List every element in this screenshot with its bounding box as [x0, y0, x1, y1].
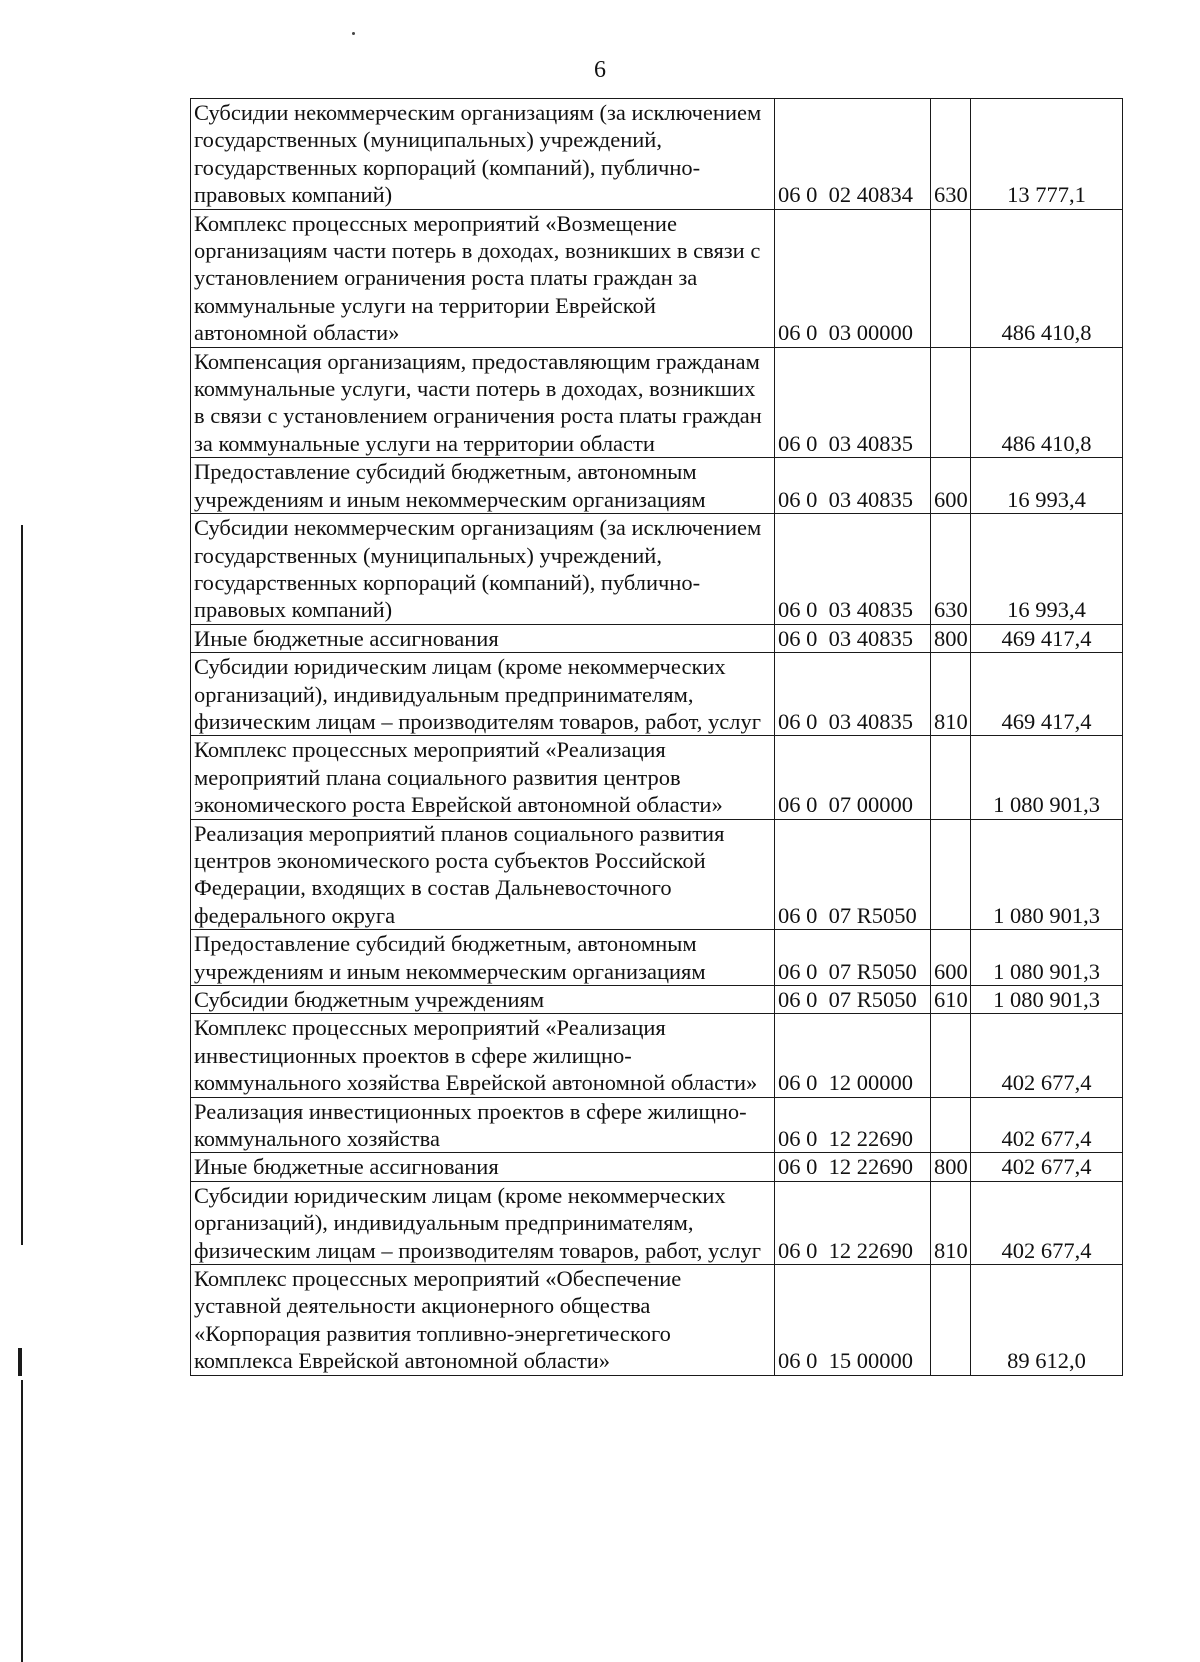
row-expense-type: [931, 819, 971, 930]
row-name: Реализация мероприятий планов социального развития центров экономического роста субъектов Российской Федерации, входящих в состав Дальневосточного федерального округа: [191, 819, 775, 930]
row-amount: 469 417,4: [971, 653, 1123, 736]
table-row: [191, 819, 1123, 930]
row-amount: 402 677,4: [971, 1153, 1123, 1181]
scan-margin-mark: [18, 1348, 22, 1376]
row-target-code: 06 0 03 00000: [775, 209, 931, 347]
row-target-code: 06 0 03 40835: [775, 653, 931, 736]
table-row: [191, 930, 1123, 986]
row-target-code: 06 0 07 R5050: [775, 930, 931, 986]
table-row: [191, 1181, 1123, 1264]
table-row: [191, 99, 1123, 210]
table-row: [191, 514, 1123, 625]
row-amount: 402 677,4: [971, 1097, 1123, 1153]
row-name: Субсидии юридическим лицам (кроме некоммерческих организаций), индивидуальным предпринимателям, физическим лицам – производителям товаров, работ, услуг: [191, 1181, 775, 1264]
row-expense-type: 810: [931, 1181, 971, 1264]
scan-margin-line: [21, 525, 23, 1245]
row-name: Субсидии некоммерческим организациям (за исключением государственных (муниципальных) учреждений, государственных корпораций (компаний), публично-правовых компаний): [191, 514, 775, 625]
row-name: Иные бюджетные ассигнования: [191, 624, 775, 652]
row-amount: 469 417,4: [971, 624, 1123, 652]
row-name: Комплекс процессных мероприятий «Возмещение организациям части потерь в доходах, возникших в связи с установлением ограничения роста платы граждан за коммунальные услуги на территории Еврейской автономной области»: [191, 209, 775, 347]
row-name: Комплекс процессных мероприятий «Реализация инвестиционных проектов в сфере жилищно-коммунального хозяйства Еврейской автономной области»: [191, 1014, 775, 1097]
row-target-code: 06 0 15 00000: [775, 1265, 931, 1376]
row-amount: 13 777,1: [971, 99, 1123, 210]
row-amount: 1 080 901,3: [971, 930, 1123, 986]
row-name: Предоставление субсидий бюджетным, автономным учреждениям и иным некоммерческим организациям: [191, 458, 775, 514]
row-name: Субсидии некоммерческим организациям (за исключением государственных (муниципальных) учреждений, государственных корпораций (компаний), публично-правовых компаний): [191, 99, 775, 210]
table-row: [191, 347, 1123, 458]
row-target-code: 06 0 12 22690: [775, 1181, 931, 1264]
table-row: [191, 1097, 1123, 1153]
row-expense-type: 600: [931, 930, 971, 986]
row-expense-type: [931, 1014, 971, 1097]
row-expense-type: 810: [931, 653, 971, 736]
row-expense-type: [931, 209, 971, 347]
row-target-code: 06 0 03 40835: [775, 624, 931, 652]
row-amount: 486 410,8: [971, 347, 1123, 458]
row-name: Субсидии бюджетным учреждениям: [191, 986, 775, 1014]
row-amount: 402 677,4: [971, 1181, 1123, 1264]
row-amount: 486 410,8: [971, 209, 1123, 347]
table-row: [191, 653, 1123, 736]
row-expense-type: 800: [931, 1153, 971, 1181]
row-amount: 402 677,4: [971, 1014, 1123, 1097]
row-name: Субсидии юридическим лицам (кроме некоммерческих организаций), индивидуальным предпринимателям, физическим лицам – производителям товаров, работ, услуг: [191, 653, 775, 736]
table-row: [191, 1265, 1123, 1376]
table-row: [191, 209, 1123, 347]
row-name: Предоставление субсидий бюджетным, автономным учреждениям и иным некоммерческим организациям: [191, 930, 775, 986]
row-amount: 1 080 901,3: [971, 736, 1123, 819]
row-expense-type: [931, 1097, 971, 1153]
row-expense-type: 610: [931, 986, 971, 1014]
row-target-code: 06 0 03 40835: [775, 514, 931, 625]
row-amount: 1 080 901,3: [971, 819, 1123, 930]
row-name: Реализация инвестиционных проектов в сфере жилищно-коммунального хозяйства: [191, 1097, 775, 1153]
row-expense-type: 800: [931, 624, 971, 652]
row-target-code: 06 0 12 22690: [775, 1153, 931, 1181]
table-row: [191, 458, 1123, 514]
row-name: Комплекс процессных мероприятий «Реализация мероприятий плана социального развития центров экономического роста Еврейской автономной области»: [191, 736, 775, 819]
table-row: [191, 986, 1123, 1014]
row-expense-type: 600: [931, 458, 971, 514]
row-expense-type: 630: [931, 99, 971, 210]
row-amount: 1 080 901,3: [971, 986, 1123, 1014]
row-expense-type: [931, 1265, 971, 1376]
scan-speck: [352, 32, 355, 35]
scan-margin-line: [21, 1380, 23, 1662]
table-row: [191, 1153, 1123, 1181]
row-expense-type: [931, 347, 971, 458]
row-amount: 89 612,0: [971, 1265, 1123, 1376]
row-target-code: 06 0 03 40835: [775, 347, 931, 458]
table-row: [191, 1014, 1123, 1097]
row-name: Иные бюджетные ассигнования: [191, 1153, 775, 1181]
row-name: Комплекс процессных мероприятий «Обеспечение уставной деятельности акционерного общества «Корпорация развития топливно-энергетического комплекса Еврейской автономной области»: [191, 1265, 775, 1376]
row-target-code: 06 0 12 00000: [775, 1014, 931, 1097]
row-name: Компенсация организациям, предоставляющим гражданам коммунальные услуги, части потерь в доходах, возникших в связи с установлением ограничения роста платы граждан за коммунальные услуги на территории области: [191, 347, 775, 458]
row-target-code: 06 0 07 R5050: [775, 819, 931, 930]
row-amount: 16 993,4: [971, 514, 1123, 625]
row-amount: 16 993,4: [971, 458, 1123, 514]
page-number: 6: [594, 57, 606, 83]
row-expense-type: 630: [931, 514, 971, 625]
budget-table: [190, 98, 1123, 1376]
row-target-code: 06 0 12 22690: [775, 1097, 931, 1153]
row-expense-type: [931, 736, 971, 819]
row-target-code: 06 0 07 00000: [775, 736, 931, 819]
row-target-code: 06 0 02 40834: [775, 99, 931, 210]
row-target-code: 06 0 07 R5050: [775, 986, 931, 1014]
row-target-code: 06 0 03 40835: [775, 458, 931, 514]
table-row: [191, 736, 1123, 819]
table-row: [191, 624, 1123, 652]
